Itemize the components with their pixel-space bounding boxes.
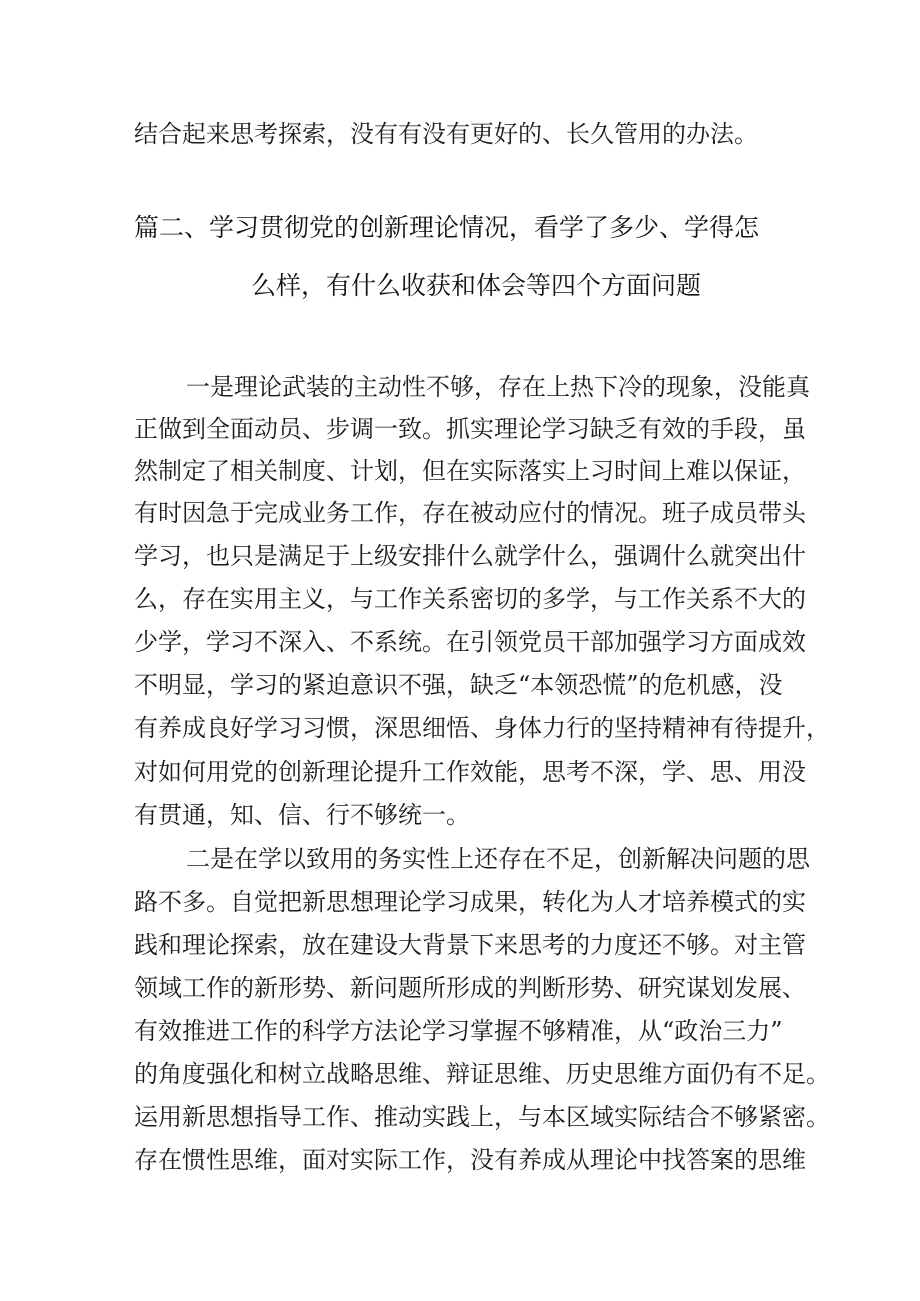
paragraph-2-line: 存在惯性思维，面对实际工作，没有养成从理论中找答案的思维	[134, 1146, 806, 1174]
top-paragraph-line: 结合起来思考探索，没有有没有更好的、长久管用的办法。	[134, 120, 758, 148]
section-heading-line-2: 么样，有什么收获和体会等四个方面问题	[251, 271, 702, 300]
paragraph-1-line: 少学，学习不深入、不系统。在引领党员干部加强学习方面成效	[134, 628, 806, 656]
paragraph-1-line: 然制定了相关制度、计划，但在实际落实上习时间上难以保证，	[134, 457, 806, 485]
paragraph-1-line: 有时因急于完成业务工作，存在被动应付的情况。班子成员带头	[134, 499, 806, 527]
paragraph-2-line: 有效推进工作的科学方法论学习掌握不够精准，从“政治三力”	[134, 1017, 783, 1045]
paragraph-1-line: 对如何用党的创新理论提升工作效能，思考不深，学、思、用没	[134, 758, 806, 786]
paragraph-1-line: 正做到全面动员、步调一致。抓实理论学习缺乏有效的手段，虽	[134, 415, 806, 443]
paragraph-2-line: 路不多。自觉把新思想理论学习成果，转化为人才培养模式的实	[134, 888, 806, 916]
paragraph-1-line: 有养成良好学习习惯，深思细悟、身体力行的坚持精神有待提升，	[134, 714, 830, 742]
paragraph-1-line: 不明显，学习的紧迫意识不强，缺乏“本领恐慌”的危机感，没	[134, 671, 783, 699]
paragraph-1-line: 么，存在实用主义，与工作关系密切的多学，与工作关系不大的	[134, 585, 806, 613]
paragraph-2-line: 运用新思想指导工作、推动实践上，与本区域实际结合不够紧密。	[134, 1103, 830, 1131]
paragraph-2-line: 领域工作的新形势、新问题所形成的判断形势、研究谋划发展、	[134, 974, 806, 1002]
paragraph-1-line: 有贯通，知、信、行不够统一。	[134, 801, 470, 829]
paragraph-2-line: 践和理论探索，放在建设大背景下来思考的力度还不够。对主管	[134, 931, 806, 959]
paragraph-1-line: 学习，也只是满足于上级安排什么就学什么，强调什么就突出什	[134, 542, 806, 570]
section-heading-line-1: 篇二、学习贯彻党的创新理论情况，看学了多少、学得怎	[134, 213, 760, 242]
paragraph-1-line: 一是理论武装的主动性不够，存在上热下冷的现象，没能真	[186, 373, 810, 401]
paragraph-2-line: 二是在学以致用的务实性上还存在不足，创新解决问题的思	[186, 845, 810, 873]
paragraph-2-line: 的角度强化和树立战略思维、辩证思维、历史思维方面仍有不足。	[134, 1060, 830, 1088]
